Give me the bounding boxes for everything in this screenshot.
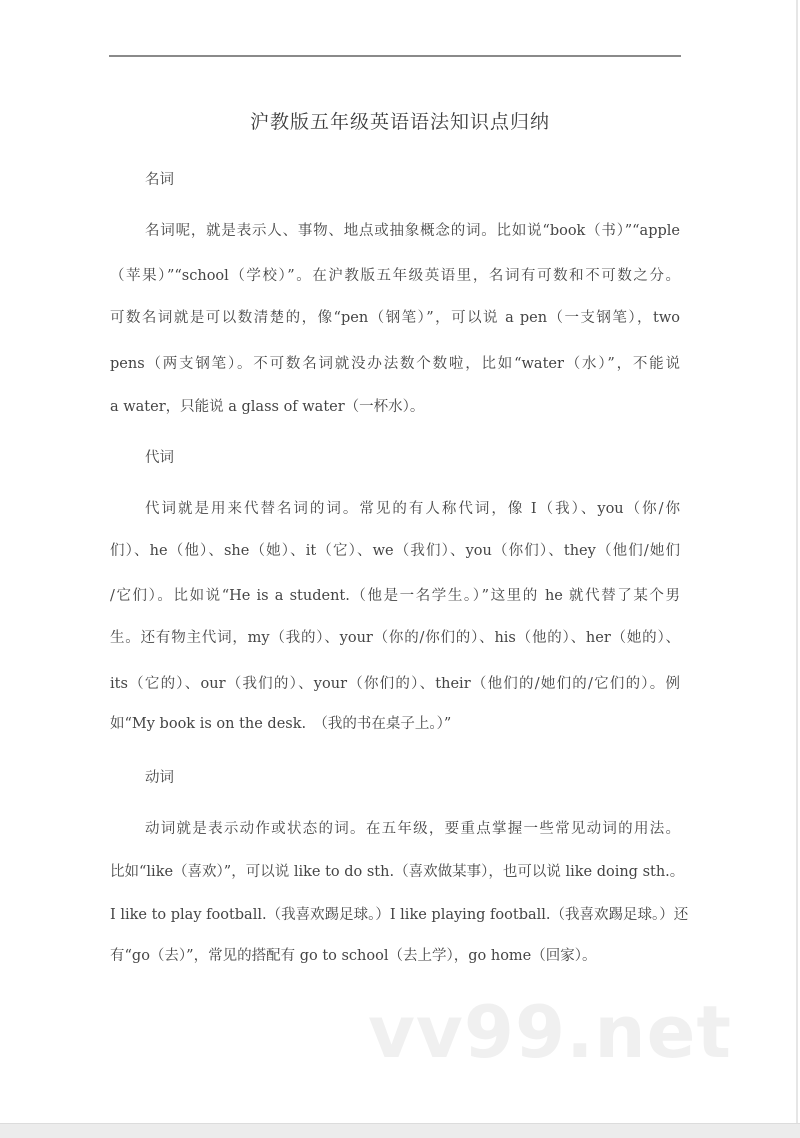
- section-heading-verb: 动词: [145, 770, 174, 786]
- section-heading-noun: 名词: [145, 172, 174, 188]
- watermark: vv99.net: [368, 990, 732, 1074]
- section-heading-pronoun: 代词: [145, 450, 174, 466]
- page-bottom-edge: [0, 1123, 800, 1138]
- paragraph-line: 如“My book is on the desk. （我的书在桌子上。）”: [110, 716, 452, 732]
- paragraph-line: 有“go（去）”，常见的搭配有 go to school（去上学），go home（回家）。: [110, 948, 597, 964]
- document-title: 沪教版五年级英语语法知识点归纳: [249, 110, 550, 133]
- paragraph-line: pens（两支钢笔）。不可数名词就没办法数个数啦，比如“water（水）”，不能说: [110, 356, 680, 372]
- paragraph-line: 名词呢，就是表示人、事物、地点或抽象概念的词。比如说“book（书）”“apple: [145, 223, 680, 239]
- header-rule: [109, 55, 681, 57]
- paragraph-line: （苹果）”“school（学校）”。在沪教版五年级英语里，名词有可数和不可数之分。: [110, 268, 680, 284]
- paragraph-line: 代词就是用来代替名词的词。常见的有人称代词，像 I（我）、you（你/你: [145, 501, 680, 517]
- paragraph-line: 比如“like（喜欢）”，可以说 like to do sth.（喜欢做某事），也可以说 like doing sth.。: [110, 864, 685, 880]
- paragraph-line: 可数名词就是可以数清楚的，像“pen（钢笔）”，可以说 a pen（一支钢笔），two: [110, 310, 680, 326]
- paragraph-line: 们）、he（他）、she（她）、it（它）、we（我们）、you（你们）、they（他们/她们: [110, 543, 680, 559]
- paragraph-line: /它们）。比如说“He is a student.（他是一名学生。）”这里的 he 就代替了某个男: [110, 588, 680, 604]
- paragraph-line: its（它的）、our（我们的）、your（你们的）、their（他们的/她们的/它们的）。例: [110, 676, 680, 692]
- paragraph-line: a water，只能说 a glass of water（一杯水）。: [110, 399, 425, 415]
- paragraph-line: 生。还有物主代词，my（我的）、your（你的/你们的）、his（他的）、her（她的）、: [110, 630, 680, 646]
- paragraph-line: I like to play football.（我喜欢踢足球。）I like playing football.（我喜欢踢足球。）还: [110, 907, 689, 923]
- paragraph-line: 动词就是表示动作或状态的词。在五年级，要重点掌握一些常见动词的用法。: [145, 821, 680, 837]
